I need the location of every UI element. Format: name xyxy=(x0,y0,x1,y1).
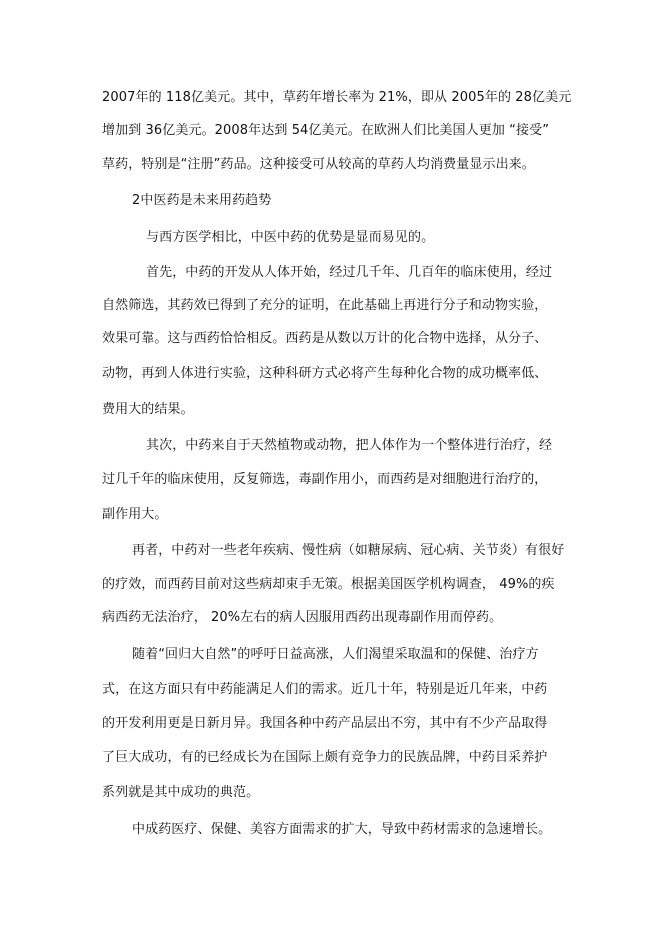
text-line: 2007年的 118亿美元。其中，草药年增长率为 21%，即从 2005年的 28亿美元 xyxy=(102,90,572,105)
text-line: 随着“回归大自然”的呼吁日益高涨，人们渴望采取温和的保健、治疗方 xyxy=(132,647,539,662)
text-line: 式，在这方面只有中药能满足人们的需求。近几十年，特别是近几年来，中药 xyxy=(102,682,548,697)
text-line: 动物，再到人体进行实验，这种科研方式必将产生每种化合物的成功概率低、 xyxy=(102,366,548,381)
text-line: 了巨大成功，有的已经成长为在国际上颇有竞争力的民族品牌，中药目采养护 xyxy=(102,750,548,765)
text-line: 病西药无法治疗， 20%左右的病人因服用西药出现毒副作用而停药。 xyxy=(102,610,503,625)
text-line: 增加到 36亿美元。2008年达到 54亿美元。在欧洲人们比美国人更加 “接受” xyxy=(102,123,550,138)
text-line: 草药，特别是“注册”药品。这种接受可从较高的草药人均消费量显示出来。 xyxy=(102,157,535,172)
text-line: 再者，中药对一些老年疾病、慢性病（如糖尿病、冠心病、关节炎）有很好 xyxy=(132,543,565,558)
text-line: 过几千年的临床使用，反复筛选，毒副作用小，而西药是对细胞进行治疗的， xyxy=(102,472,548,487)
text-line: 中成药医疗、保健、美容方面需求的扩大，导致中药材需求的急速增长。 xyxy=(132,822,552,837)
text-line: 费用大的结果。 xyxy=(102,402,194,417)
text-line: 首先，中药的开发从人体开始，经过几千年、几百年的临床使用，经过 xyxy=(146,265,553,280)
text-line: 系列就是其中成功的典范。 xyxy=(102,785,260,800)
section-heading: 2中医药是未来用药趋势 xyxy=(132,193,272,208)
text-line: 其次，中药来自于天然植物或动物，把人体作为一个整体进行治疗，经 xyxy=(146,438,553,453)
text-line: 的开发利用更是日新月异。我国各种中药产品层出不穷，其中有不少产品取得 xyxy=(102,716,548,731)
text-line: 的疗效，而西药目前对这些病却束手无策。根据美国医学机构调查， 49%的疾 xyxy=(102,577,555,592)
text-line: 副作用大。 xyxy=(102,507,168,522)
text-line: 效果可靠。这与西药恰恰相反。西药是从数以万计的化合物中选择，从分子、 xyxy=(102,331,548,346)
text-line: 与西方医学相比，中医中药的优势是显而易见的。 xyxy=(146,230,435,245)
text-line: 自然筛选，其药效已得到了充分的证明，在此基础上再进行分子和动物实验， xyxy=(102,298,548,313)
